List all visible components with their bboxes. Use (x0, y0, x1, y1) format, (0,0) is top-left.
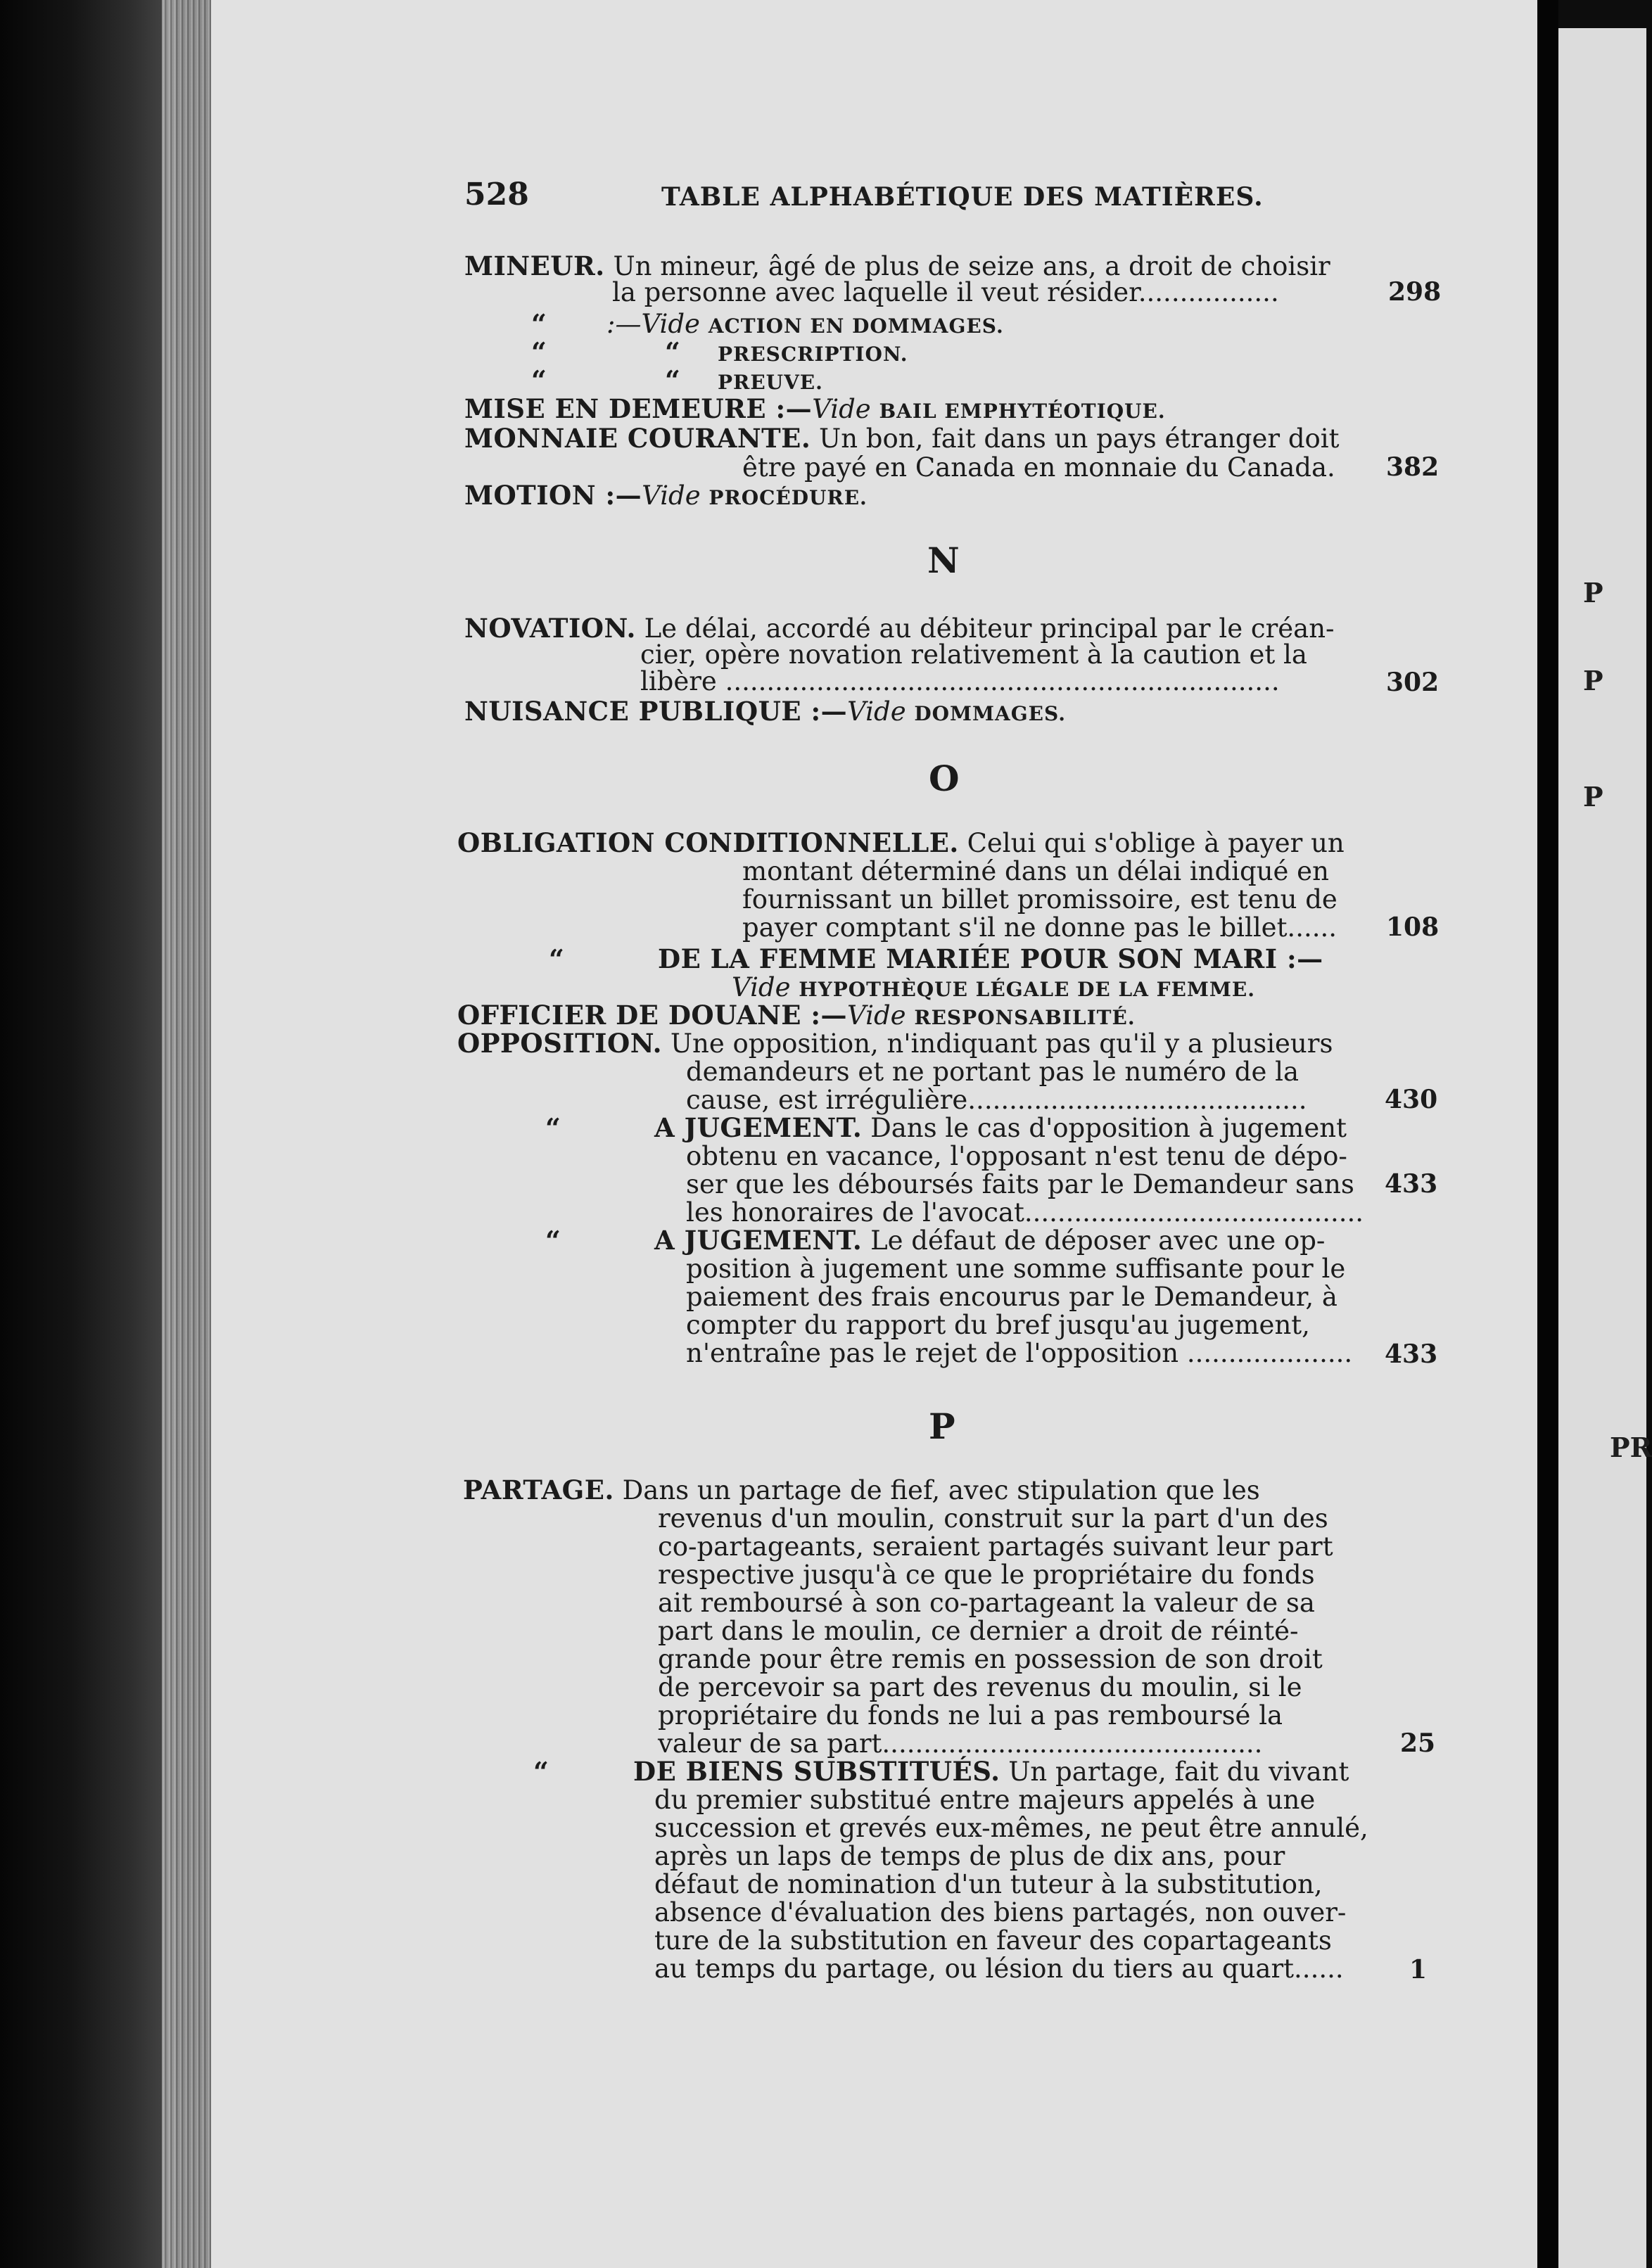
sub-entry-head: DE BIENS SUBSTITUÉS. (633, 1756, 1000, 1787)
entry-text: du premier substitué entre majeurs appelés à une (654, 1785, 1316, 1815)
ditto-mark: “ (545, 1225, 561, 1256)
entry-head: OBLIGATION CONDITIONNELLE. (457, 827, 959, 858)
page-ref: 1 (1409, 1955, 1428, 1984)
ditto-mark: “ (549, 943, 564, 975)
entry-text: les honoraires de l'avocat......................................... (686, 1197, 1364, 1228)
entry-head: NOVATION. (464, 613, 636, 644)
book-spine (0, 0, 176, 2268)
section-letter-o: O (929, 758, 960, 799)
page-ref: 108 (1386, 912, 1440, 942)
page-edges (162, 0, 218, 2268)
entry-head: MISE EN DEMEURE :— (464, 393, 813, 424)
ditto-mark: “ (531, 336, 547, 368)
entry-head: OFFICIER DE DOUANE :— (457, 1000, 848, 1031)
page-ref: 302 (1386, 668, 1440, 697)
entry-text: après un laps de temps de plus de dix ans, pour (654, 1841, 1285, 1871)
section-letter-n: N (927, 540, 960, 581)
ditto-mark: “ (531, 364, 547, 396)
entry-text: valeur de sa part.............................................. (658, 1728, 1263, 1759)
entry-head: MONNAIE COURANTE. (464, 423, 811, 454)
entry-text: au temps du partage, ou lésion du tiers au quart...... (654, 1954, 1344, 1984)
page-title: TABLE ALPHABÉTIQUE DES MATIÈRES. (661, 182, 1264, 212)
section-letter-p: P (929, 1406, 955, 1447)
entry-text: de percevoir sa part des revenus du moulin, si le (658, 1672, 1302, 1702)
entry-text: compter du rapport du bref jusqu'au jugement, (686, 1310, 1310, 1340)
entry-text: payer comptant s'il ne donne pas le billet...... (742, 912, 1338, 943)
entry-text: Celui qui s'oblige à payer un (967, 828, 1345, 858)
entry-text: demandeurs et ne portant pas le numéro de la (686, 1057, 1300, 1087)
ditto-mark: “ (665, 364, 680, 396)
entry-text: n'entraîne pas le rejet de l'opposition .................... (686, 1338, 1353, 1368)
page-ref: 433 (1385, 1339, 1438, 1369)
facing-page-fragment (1558, 28, 1646, 2268)
ditto-mark: “ (531, 308, 547, 340)
page-gutter (1537, 0, 1558, 2268)
facing-page-letter: P (1583, 781, 1603, 813)
page-ref: 25 (1400, 1728, 1436, 1758)
ditto-mark: “ (665, 336, 680, 368)
entry-text: être payé en Canada en monnaie du Canada. (742, 452, 1335, 483)
entry-text: succession et grevés eux-mêmes, ne peut être annulé, (654, 1813, 1368, 1843)
ditto-mark: “ (533, 1756, 549, 1788)
cross-reference: RESPONSABILITÉ. (914, 1006, 1136, 1029)
entry-nuisance-publique (464, 696, 1066, 727)
vide-label: :—Vide (606, 309, 700, 339)
entry-text: Une opposition, n'indiquant pas qu'il y a plusieurs (670, 1028, 1333, 1059)
cross-reference: DOMMAGES. (914, 702, 1066, 725)
entry-text: absence d'évaluation des biens partagés, non ouver- (654, 1897, 1347, 1928)
entry-text: ait remboursé à son co-partageant la valeur de sa (658, 1588, 1315, 1618)
entry-text: paiement des frais encourus par le Demandeur, à (686, 1282, 1338, 1312)
entry-text: fournissant un billet promissoire, est tenu de (742, 884, 1338, 915)
entry-head: MOTION :— (464, 480, 642, 511)
sub-entry-head: A JUGEMENT. (654, 1112, 863, 1143)
entry-text: position à jugement une somme suffisante pour le (686, 1254, 1346, 1284)
entry-text: cier, opère novation relativement à la caution et la (640, 639, 1307, 670)
entry-text: respective jusqu'à ce que le propriétaire du fonds (658, 1560, 1315, 1590)
entry-motion (464, 480, 868, 511)
page-ref: 382 (1386, 452, 1440, 482)
entry-text: Un bon, fait dans un pays étranger doit (819, 423, 1340, 454)
entry-text: grande pour être remis en possession de son droit (658, 1644, 1323, 1674)
entry-text: Un mineur, âgé de plus de seize ans, a droit de choisir (613, 251, 1330, 281)
facing-page-letter: PR (1610, 1432, 1652, 1463)
cross-reference: BAIL EMPHYTÉOTIQUE. (879, 400, 1166, 423)
sub-entry-head: A JUGEMENT. (654, 1225, 863, 1256)
entry-text: Dans le cas d'opposition à jugement (870, 1113, 1347, 1143)
entry-text: part dans le moulin, ce dernier a droit de réinté- (658, 1616, 1299, 1646)
cross-reference: HYPOTHÈQUE LÉGALE DE LA FEMME. (799, 978, 1255, 1001)
entry-text: ser que les déboursés faits par le Demandeur sans (686, 1169, 1354, 1199)
entry-text: défaut de nomination d'un tuteur à la substitution, (654, 1869, 1323, 1899)
cross-reference: PROCÉDURE. (709, 486, 868, 509)
entry-text: ture de la substitution en faveur des copartageants (654, 1925, 1332, 1956)
entry-text: montant déterminé dans un délai indiqué en (742, 856, 1329, 886)
sub-entry-head: DE LA FEMME MARIÉE POUR SON MARI :— (658, 943, 1323, 974)
entry-text: Un partage, fait du vivant (1008, 1757, 1349, 1787)
vide-label: Vide (732, 972, 791, 1002)
entry-text: cause, est irrégulière......................................... (686, 1085, 1307, 1115)
entry-mise-en-demeure (464, 393, 1166, 424)
page-ref: 430 (1385, 1085, 1438, 1114)
entry-text: Le délai, accordé au débiteur principal par le créan- (644, 613, 1335, 644)
entry-text: libère ................................................................... (640, 666, 1280, 696)
vide-label: Vide (642, 480, 701, 511)
entry-text: Dans un partage de fief, avec stipulation que les (622, 1475, 1260, 1505)
entry-text: Le défaut de déposer avec une op- (870, 1225, 1326, 1256)
page-number: 528 (464, 177, 529, 212)
entry-head: MINEUR. (464, 250, 605, 281)
cross-reference: PREUVE. (718, 371, 823, 394)
ditto-mark: “ (545, 1112, 561, 1144)
facing-page-letter: P (1583, 665, 1603, 696)
entry-text: propriétaire du fonds ne lui a pas remboursé la (658, 1700, 1283, 1731)
vide-label: Vide (847, 696, 906, 727)
vide-label: Vide (812, 394, 871, 424)
entry-officier-de-douane (457, 1000, 1136, 1031)
entry-text: co-partageants, seraient partagés suivant leur part (658, 1531, 1333, 1562)
page-ref: 433 (1385, 1169, 1438, 1199)
cross-reference: PRESCRIPTION. (718, 343, 908, 366)
entry-head: NUISANCE PUBLIQUE :— (464, 696, 848, 727)
entry-head: OPPOSITION. (457, 1028, 663, 1059)
entry-head: PARTAGE. (463, 1474, 614, 1505)
page-ref: 298 (1388, 277, 1442, 307)
vide-label: Vide (847, 1000, 906, 1031)
entry-text: revenus d'un moulin, construit sur la part d'un des (658, 1503, 1328, 1534)
entry-text: la personne avec laquelle il veut résider................. (612, 277, 1279, 307)
entry-text: obtenu en vacance, l'opposant n'est tenu de dépo- (686, 1141, 1347, 1171)
facing-page-letter: P (1583, 577, 1603, 609)
cross-reference: ACTION EN DOMMAGES. (708, 314, 1004, 338)
